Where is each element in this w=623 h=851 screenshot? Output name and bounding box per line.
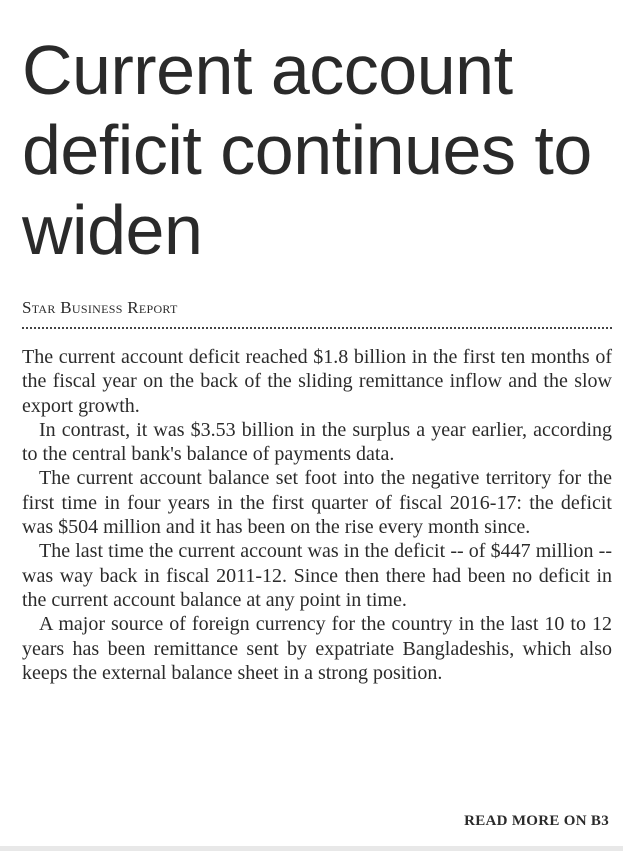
article-body — [22, 345, 612, 685]
paragraph: In contrast, it was $3.53 billion in the surplus a year earlier, according to the central bank's balance of payments data. — [22, 418, 612, 466]
paragraph: The current account deficit reached $1.8 billion in the first ten months of the fiscal year on the back of the sliding remittance inflow and the slow export growth. — [22, 346, 612, 417]
paragraph: The current account balance set foot into the negative territory for the first time in four years in the first quarter of fiscal 2016-17: the deficit was $504 million and it has been on the rise every month since. — [22, 467, 612, 539]
dotted-divider — [22, 327, 612, 329]
clipping-bottom-edge — [0, 846, 623, 851]
paragraph: The last time the current account was in the deficit -- of $447 million -- was way back in fiscal 2011-12. Since then there had been no deficit in the current account balance at any point in time. — [22, 540, 612, 611]
headline: Current account deficit continues to widen — [22, 31, 592, 269]
byline: Star Business Report — [22, 298, 178, 317]
read-more-link[interactable]: READ MORE ON B3 — [464, 813, 609, 829]
paragraph: A major source of foreign currency for the country in the last 10 to 12 years has been remittance sent by expatriate Bangladeshis, which also keeps the external balance sheet in a strong position. — [22, 613, 612, 684]
